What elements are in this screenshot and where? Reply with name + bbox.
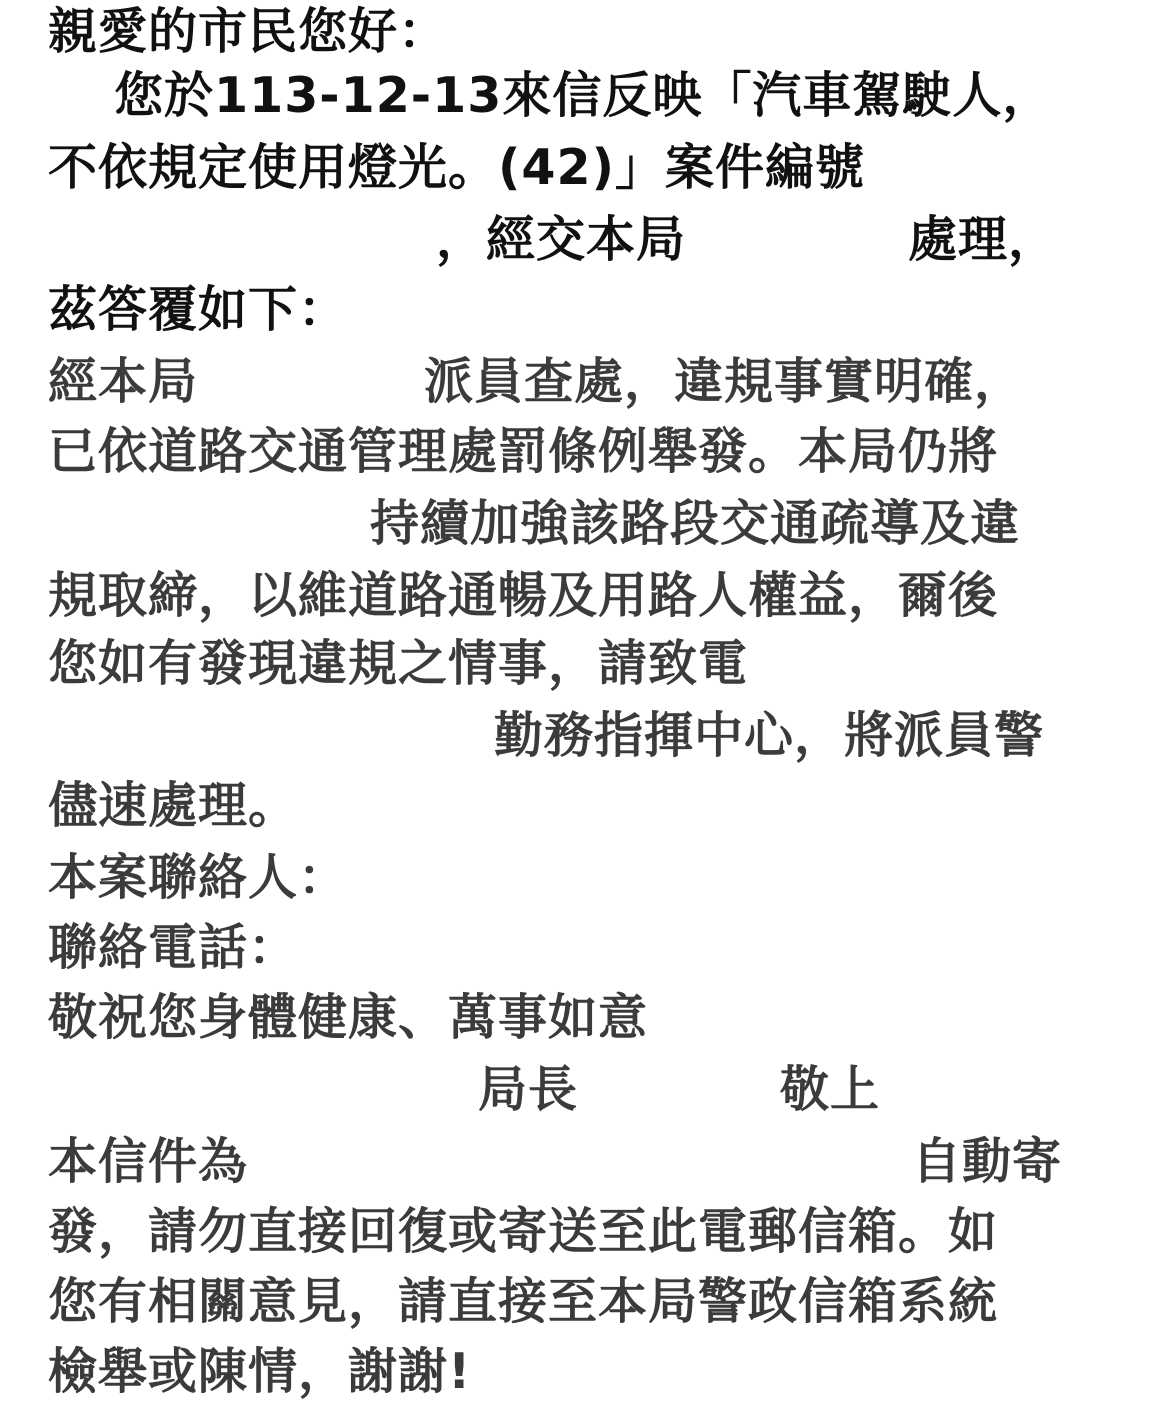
letter-line xyxy=(0,1060,1162,1132)
letter-line xyxy=(0,280,1162,352)
notice-text: 檢舉或陳情，謝謝! xyxy=(48,1343,472,1400)
body-text: 持續加強該路段交通疏導及違 xyxy=(370,495,1021,552)
intro-text: 不依規定使用燈光。(42)」案件編號 xyxy=(48,139,865,196)
signature-title: 局長 xyxy=(478,1061,579,1118)
intro-text: 您於113-12-13來信反映「汽車駕駛人， xyxy=(114,67,1053,124)
letter-line xyxy=(0,494,1162,566)
body-text: 派員查處，違規事實明確， xyxy=(424,353,1025,410)
letter-line xyxy=(0,566,1162,638)
reply-heading: 茲答覆如下： xyxy=(48,281,349,338)
contact-phone-label: 聯絡電話： xyxy=(48,919,299,976)
letter-line xyxy=(0,706,1162,778)
letter-line xyxy=(0,422,1162,494)
contact-person-label: 本案聯絡人： xyxy=(48,849,349,906)
letter-line xyxy=(0,1202,1162,1274)
letter-line xyxy=(0,918,1162,990)
letter-line xyxy=(0,1132,1162,1204)
notice-text: 發，請勿直接回復或寄送至此電郵信箱。如 xyxy=(48,1203,999,1260)
letter-line xyxy=(0,66,1162,138)
body-text: 您如有發現違規之情事，請致電 xyxy=(48,635,749,692)
notice-text: 您有相關意見，請直接至本局警政信箱系統 xyxy=(48,1273,999,1330)
letter-line xyxy=(0,352,1162,424)
letter-line xyxy=(0,2,1162,74)
notice-text: 本信件為 xyxy=(48,1133,249,1190)
body-text: 儘速處理。 xyxy=(48,777,299,834)
letter-line xyxy=(0,776,1162,848)
signature-salutation: 敬上 xyxy=(780,1061,881,1118)
body-text: 規取締，以維道路通暢及用路人權益，爾後 xyxy=(48,567,999,624)
letter-line xyxy=(0,848,1162,920)
body-text: 已依道路交通管理處罰條例舉發。本局仍將 xyxy=(48,423,999,480)
letter-line xyxy=(0,988,1162,1060)
notice-text: 自動寄 xyxy=(912,1133,1063,1190)
letter-line xyxy=(0,138,1162,210)
letter-line xyxy=(0,1342,1162,1414)
letter-line xyxy=(0,634,1162,706)
body-text: 勤務指揮中心，將派員警 xyxy=(494,707,1045,764)
greeting: 親愛的市民您好： xyxy=(48,3,449,60)
closing-text: 敬祝您身體健康、萬事如意 xyxy=(48,989,649,1046)
body-text: 經本局 xyxy=(48,353,199,410)
intro-text: 處理， xyxy=(908,211,1059,268)
letter-line xyxy=(0,1272,1162,1344)
intro-text: ，經交本局 xyxy=(436,211,687,268)
letter-line xyxy=(0,210,1162,282)
